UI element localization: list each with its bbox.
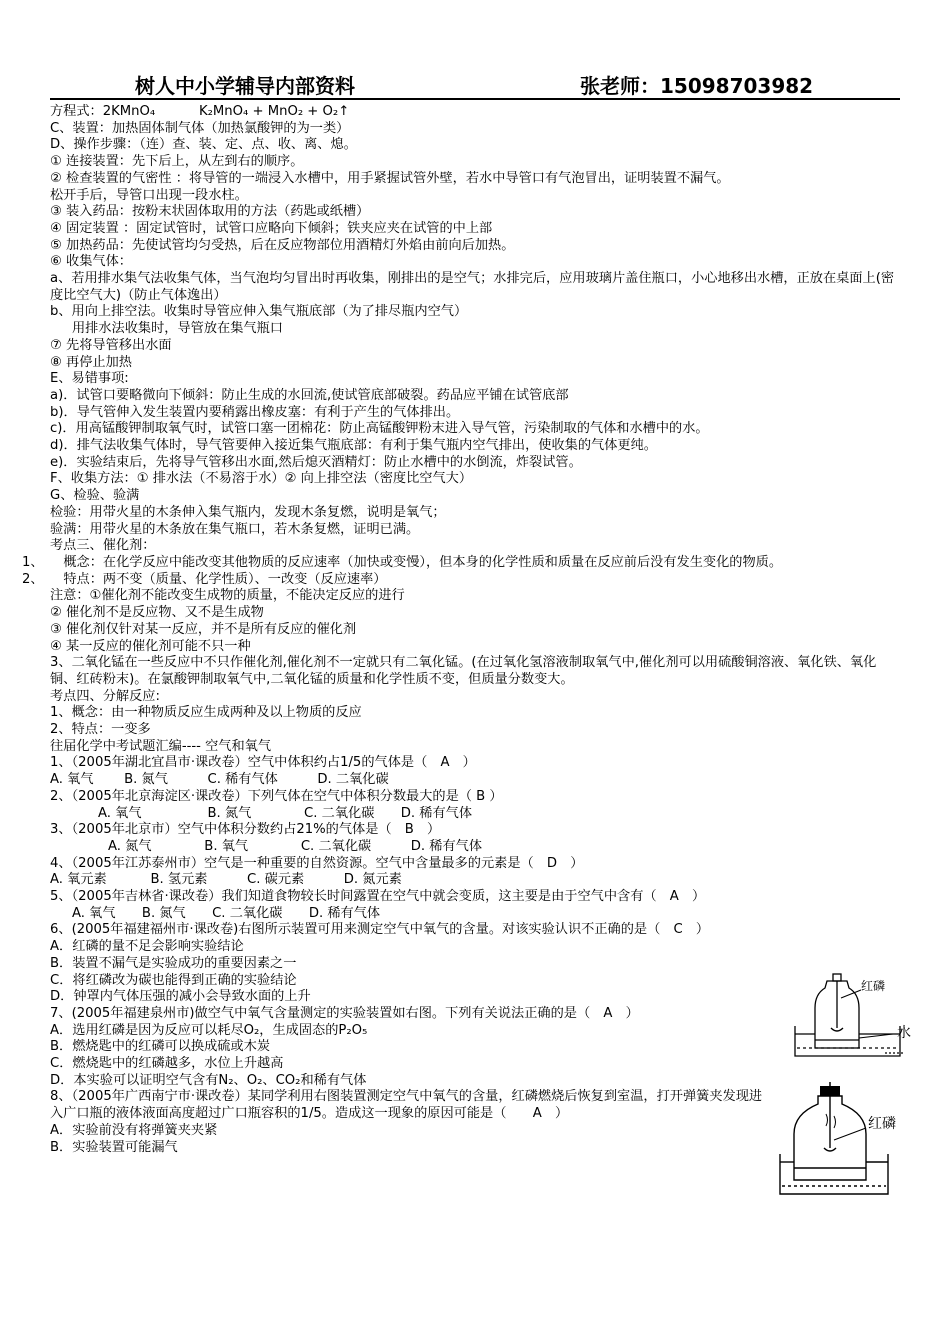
- text-line: D、操作步骤：（连）查、装、定、点、收、离、熄。: [50, 137, 357, 153]
- text-line: ③ 催化剂仅针对某一反应，并不是所有反应的催化剂: [50, 621, 357, 637]
- question-4: 4、（2005年江苏泰州市）空气是一种重要的自然资源。空气中含量最多的元素是（ D ）: [50, 855, 584, 871]
- text-line: 检验：用带火星的木条伸入集气瓶内，发现木条复燃，说明是氧气；: [50, 504, 446, 520]
- question-option: D．本实验可以证明空气含有N₂、O₂、CO₂和稀有气体: [50, 1072, 367, 1088]
- text-line: ② 检查装置的气密性 ：将导管的一端浸入水槽中，用手紧握试管外壁，若水中导管口有气泡冒出，证明装置不漏气。: [50, 170, 730, 186]
- page-header: [50, 66, 900, 100]
- label-pointer: [841, 990, 861, 998]
- bottle-apparatus-figure: [770, 1082, 920, 1200]
- question-option: B．实验装置可能漏气: [50, 1139, 178, 1155]
- text-line: ⑦ 先将导管移出水面: [50, 337, 172, 353]
- bell-jar-apparatus-figure: [775, 968, 920, 1063]
- text-line: b)．导气管伸入发生装置内要稍露出橡皮塞：有利于产生的气体排出。: [50, 404, 460, 420]
- text-line: 2、特点：一变多: [50, 722, 151, 738]
- text-line: 验满：用带火星的木条放在集气瓶口，若木条复燃，证明已满。: [50, 521, 420, 537]
- question-2: 2、（2005年北京海淀区·课改卷）下列气体在空气中体积分数最大的是（ B ）: [50, 788, 503, 804]
- question-options: A. 氧气 B. 氮气 C. 稀有气体 D. 二氧化碳: [50, 772, 389, 788]
- text-line: ① 连接装置：先下后上，从左到右的顺序。: [50, 154, 304, 170]
- text-line: ⑥ 收集气体：: [50, 254, 132, 270]
- text-paragraph: a、若用排水集气法收集气体，当气泡均匀冒出时再收集，刚排出的是空气；水排完后，应用玻璃片盖住瓶口，小心地移出水槽，正放在桌面上(密度比空气大)（防止气体逸出）: [50, 271, 895, 303]
- question-7: 7、(2005年福建泉州市)做空气中氧气含量测定的实验装置如右图。下列有关说法正确的是（ A ）: [50, 1005, 639, 1021]
- bell-jar: [815, 974, 859, 1048]
- question-6: 6、(2005年福建福州市·课改卷)右图所示装置可用来测定空气中氧气的含量。对该实验认识不正确的是（ C ）: [50, 922, 710, 938]
- text-line: ⑤ 加热药品：先使试管均匀受热，后在反应物部位用酒精灯外焰由前向后加热。: [50, 237, 515, 253]
- text-line: C、装置：加热固体制气体（加热氯酸钾的为一类）: [50, 120, 350, 136]
- label-pointer: [834, 1128, 866, 1140]
- question-5: 5、（2005年吉林省·课改卷）我们知道食物较长时间露置在空气中就会变质，这主要是由于空气中含有（ A ）: [50, 889, 706, 905]
- question-option: A．实验前没有将弹簧夹夹紧: [50, 1122, 218, 1138]
- text-line: 考点四、分解反应:: [50, 688, 160, 704]
- question-3: 3、（2005年北京市）空气中体积分数约占21%的气体是（ B ）: [50, 822, 441, 838]
- question-options: A. 氧元素 B. 氢元素 C. 碳元素 D. 氮元素: [50, 872, 402, 888]
- question-option: B．燃烧匙中的红磷可以换成硫或木炭: [50, 1039, 271, 1055]
- question-option: A．选用红磷是因为反应可以耗尽O₂，生成固态的P₂O₅: [50, 1022, 368, 1038]
- text-line: e)．实验结束后，先将导气管移出水面,然后熄灭酒精灯：防止水槽中的水倒流，炸裂试管。: [50, 454, 582, 470]
- question-option: C．燃烧匙中的红磷越多，水位上升越高: [50, 1056, 284, 1072]
- question-1: 1、（2005年湖北宜昌市·课改卷）空气中体积约占1/5的气体是（ A ）: [50, 755, 476, 771]
- question-option: A．红磷的量不足会影响实验结论: [50, 939, 244, 955]
- water-trough: [780, 1154, 888, 1194]
- label-water: 水: [897, 1025, 911, 1041]
- question-option: D．钟罩内气体压强的减小会导致水面的上升: [50, 989, 311, 1005]
- text-line: ④ 固定装置 ：固定试管时，试管口应略向下倾斜；铁夹应夹在试管的中上部: [50, 220, 493, 236]
- question-option: B．装置不漏气是实验成功的重要因素之一: [50, 955, 297, 971]
- text-line: c)．用高锰酸钾制取氧气时，试管口塞一团棉花：防止高锰酸钾粉末进入导气管，污染制取的气体和水槽中的水。: [50, 421, 709, 437]
- teacher-contact: 张老师：15098703982: [580, 74, 814, 98]
- text-line: b、用向上排空法。收集时导管应伸入集气瓶底部（为了排尽瓶内空气）: [50, 304, 468, 320]
- text-line: 往届化学中考试题汇编---- 空气和氧气: [50, 738, 272, 754]
- text-line: 1、概念：由一种物质反应生成两种及以上物质的反应: [50, 705, 362, 721]
- question-options: A. 氮气 B. 氧气 C. 二氧化碳 D. 稀有气体: [108, 838, 483, 854]
- text-line: 松开手后，导管口出现一段水柱。: [50, 187, 248, 203]
- text-line: a)．试管口要略微向下倾斜：防止生成的水回流,使试管底部破裂。药品应平铺在试管底部: [50, 387, 569, 403]
- text-paragraph: 3、二氧化锰在一些反应中不只作催化剂,催化剂不一定就只有二氧化锰。(在过氧化氢溶液制取氧气中,催化剂可以用硫酸铜溶液、氧化铁、氧化铜、红砖粉末)。在氯酸钾制取氧气中,二氧化锰的质量和化学性质不变，但质量分数变大。: [50, 655, 877, 687]
- question-options: A. 氧气 B. 氮气 C. 二氧化碳 D. 稀有气体: [98, 805, 473, 821]
- text-paragraph: 1、 概念：在化学反应中能改变其他物质的反应速率（加快或变慢），但本身的化学性质和质量在反应前后没有发生变化的物质。: [22, 554, 783, 570]
- question-option: C．将红磷改为碳也能得到正确的实验结论: [50, 972, 297, 988]
- question-8: 8、（2005年广西南宁市·课改卷）某同学利用右图装置测定空气中氧气的含量，红磷燃烧后恢复到室温，打开弹簧夹发现进入广口瓶的液体液面高度超过广口瓶容积的1/5。造成这一现象的原因可能是（ A ）: [50, 1089, 763, 1122]
- question-options: A. 氧气 B. 氮气 C. 二氧化碳 D. 稀有气体: [72, 905, 381, 921]
- text-line: 注意：①催化剂不能改变生成物的质量，不能决定反应的进行: [50, 588, 405, 604]
- text-line: 用排水法收集时，导管放在集气瓶口: [72, 321, 283, 337]
- text-line: ⑧ 再停止加热: [50, 354, 132, 370]
- school-title: 树人中小学辅导内部资料: [135, 74, 355, 98]
- document-body: [22, 104, 900, 1156]
- text-line: ③ 装入药品：按粉末状固体取用的方法（药匙或纸槽）: [50, 204, 370, 220]
- text-line: E、易错事项:: [50, 371, 129, 387]
- text-line: 方程式：2KMnO₄ K₂MnO₄ + MnO₂ + O₂↑: [50, 104, 350, 119]
- label-red-phosphorus: 红磷: [868, 1116, 896, 1132]
- text-line: ② 催化剂不是反应物、又不是生成物: [50, 605, 264, 621]
- text-line: ④ 某一反应的催化剂可能不只一种: [50, 638, 251, 654]
- text-line: 考点三、催化剂：: [50, 538, 156, 554]
- stopper: [820, 1082, 840, 1096]
- text-line: 2、 特点：两不变（质量、化学性质）、一改变（反应速率）: [22, 571, 387, 587]
- text-line: G、检验、验满: [50, 488, 140, 504]
- label-red-phosphorus: 红磷: [861, 979, 886, 993]
- text-line: F、收集方法：① 排水法（不易溶于水）② 向上排空法（密度比空气大）: [50, 471, 473, 487]
- text-line: d)．排气法收集气体时，导气管要伸入接近集气瓶底部：有利于集气瓶内空气排出，使收集的气体更纯。: [50, 438, 657, 454]
- water-trough: [795, 1026, 903, 1056]
